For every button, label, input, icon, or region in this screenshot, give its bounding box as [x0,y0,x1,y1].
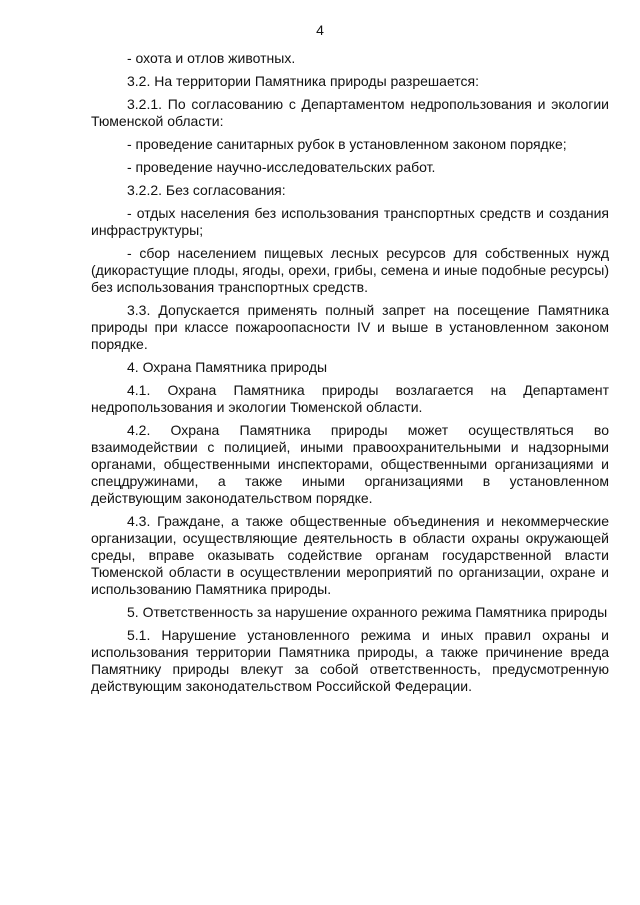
section-3-3: 3.3. Допускается применять полный запрет на посещение Памятника природы при классе пожароопасности IV и выше в установленном законом порядке. [91,302,609,352]
page-number: 4 [316,22,324,38]
section-3-2-heading: 3.2. На территории Памятника природы разрешается: [127,73,479,89]
list-item-sanitary-felling: - проведение санитарных рубок в установленном законом порядке; [127,136,567,152]
list-item-recreation: - отдых населения без использования транспортных средств и создания инфраструктуры; [91,205,609,238]
section-5-1: 5.1. Нарушение установленного режима и иных правил охраны и использования территории Памятника природы, а также причинение вреда Памятнику природы влекут за собой ответственность, предусмотренную действующим законодательством Российской Федерации. [91,627,609,694]
paragraph-hunting: - охота и отлов животных. [127,50,296,66]
section-5-heading: 5. Ответственность за нарушение охранного режима Памятника природы [127,604,608,620]
section-4-2: 4.2. Охрана Памятника природы может осуществляться во взаимодействии с полицией, иными правоохранительными и надзорными органами, общественными инспекторами, общественными организациями и спецдружинами, а также иными организациями в установленном действующим законодательством порядке. [91,422,609,506]
section-4-heading: 4. Охрана Памятника природы [127,359,328,375]
list-item-research: - проведение научно-исследовательских работ. [127,159,436,175]
section-4-1: 4.1. Охрана Памятника природы возлагается на Департамент недропользования и экологии Тюменской области. [91,382,609,415]
document-body [91,50,609,701]
section-3-2-1: 3.2.1. По согласованию с Департаментом недропользования и экологии Тюменской области: [91,96,609,129]
list-item-forest-resources: - сбор населением пищевых лесных ресурсов для собственных нужд (дикорастущие плоды, ягоды, орехи, грибы, семена и иные подобные ресурсы) без использования транспортных средств. [91,245,609,295]
section-3-2-2: 3.2.2. Без согласования: [127,182,286,198]
section-4-3: 4.3. Граждане, а также общественные объединения и некоммерческие организации, осуществляющие деятельность в области охраны окружающей среды, вправе оказывать содействие органам государственной власти Тюменской области в осуществлении мероприятий по организации, охране и использованию Памятника природы. [91,513,609,597]
